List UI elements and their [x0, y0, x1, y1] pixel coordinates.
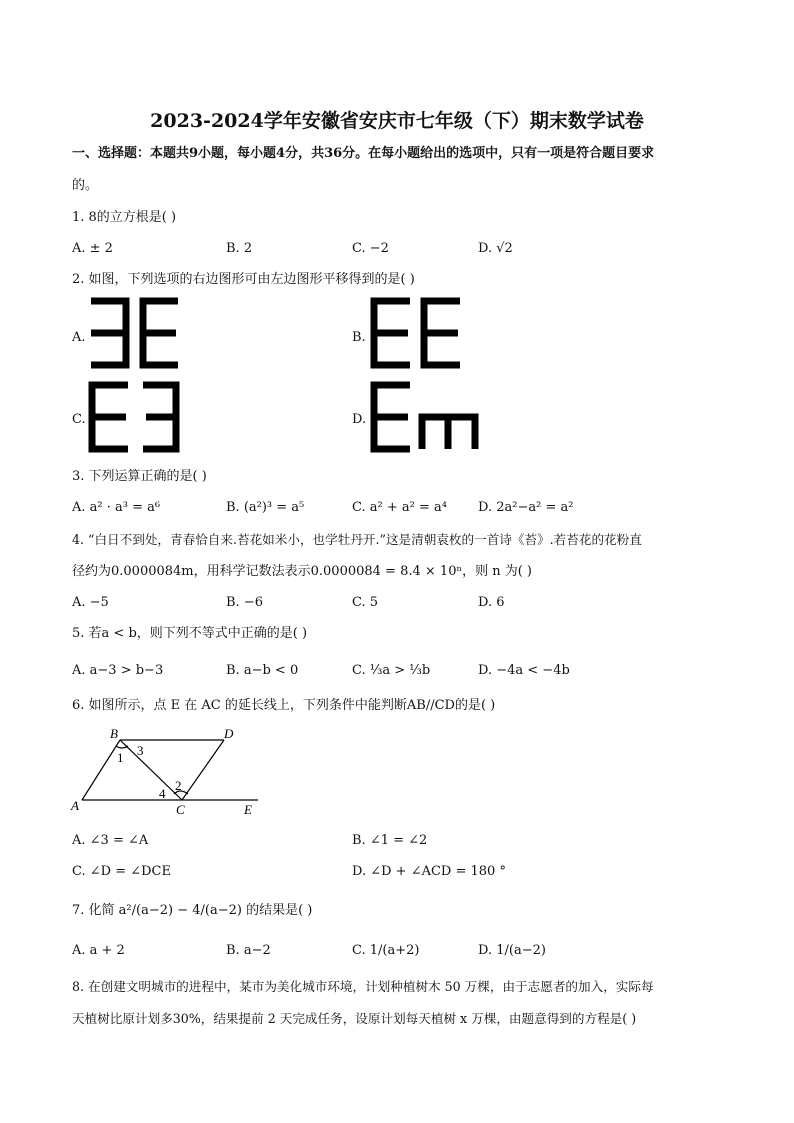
question-4-line1: 4. “白日不到处，青春恰自来.苔花如米小，也学牡丹开.”这是清朝袁枚的一首诗《苔》.若苔花的花粉直: [72, 532, 642, 547]
q5-option-a: A. a−3 > b−3: [72, 663, 164, 678]
question-1-stem: 1. 8的立方根是( ): [72, 210, 177, 225]
question-2-stem: 2. 如图，下列选项的右边图形可由左边图形平移得到的是( ): [72, 272, 415, 287]
q4-option-b: B. −6: [226, 595, 263, 610]
question-3-stem: 3. 下列运算正确的是( ): [72, 469, 207, 484]
q6-label-1: 1: [117, 750, 124, 765]
q7-option-a: A. a + 2: [72, 943, 125, 958]
q2-figure-d: [368, 381, 482, 453]
q1-option-b: B. 2: [226, 241, 253, 256]
q1-option-c: C. −2: [352, 241, 389, 256]
q6-geometry-figure: [68, 724, 268, 820]
q6-label-D: D: [224, 726, 234, 741]
q3-option-d: D. 2a²−a² = a²: [478, 500, 574, 515]
q5-option-c: C. ⅓a > ⅓b: [352, 663, 431, 678]
q6-label-4: 4: [159, 786, 166, 801]
question-4-line2: 径约为0.0000084m，用科学记数法表示0.0000084 = 8.4 × 10ⁿ，则 n 为( ): [72, 564, 532, 579]
q6-label-2: 2: [175, 778, 182, 793]
q2-option-c: C.: [72, 412, 86, 427]
q6-label-A: A: [71, 798, 79, 813]
question-5-stem: 5. 若a < b，则下列不等式中正确的是( ): [72, 626, 308, 641]
question-6-stem: 6. 如图所示，点 E 在 AC 的延长线上，下列条件中能判断AB//CD的是( ): [72, 698, 496, 713]
q7-option-d: D. 1/(a−2): [478, 943, 546, 958]
section-heading-line2: 的。: [72, 178, 99, 193]
q5-option-d: D. −4a < −4b: [478, 663, 570, 678]
q6-option-b: B. ∠1 = ∠2: [352, 833, 428, 848]
section-heading-line1: 一、选择题：本题共9小题，每小题4分，共36分。在每小题给出的选项中，只有一项是符合题目要求: [72, 146, 655, 161]
question-7-stem: 7. 化简 a²/(a−2) − 4/(a−2) 的结果是( ): [72, 903, 313, 918]
q7-option-b: B. a−2: [226, 943, 271, 958]
q6-label-E: E: [244, 802, 252, 817]
q6-label-C: C: [176, 802, 185, 817]
q6-label-B: B: [110, 726, 118, 741]
q2-figure-a: [88, 297, 184, 369]
q4-option-d: D. 6: [478, 595, 505, 610]
q6-label-3: 3: [137, 743, 144, 758]
q2-figure-c: [88, 381, 184, 453]
q6-option-c: C. ∠D = ∠DCE: [72, 864, 171, 879]
question-8-line1: 8. 在创建文明城市的进程中，某市为美化城市环境，计划种植树木 50 万棵，由于志愿者的加入，实际每: [72, 979, 654, 994]
q4-option-c: C. 5: [352, 595, 379, 610]
q2-option-d: D.: [352, 412, 367, 427]
q2-figure-b: [368, 297, 464, 369]
q2-option-a: A.: [72, 330, 86, 345]
question-8-line2: 天植树比原计划多30%，结果提前 2 天完成任务，设原计划每天植树 x 万棵，由题意得到的方程是( ): [72, 1011, 637, 1026]
q3-option-b: B. (a²)³ = a⁵: [226, 500, 305, 515]
q6-option-d: D. ∠D + ∠ACD = 180 °: [352, 864, 506, 879]
q5-option-b: B. a−b < 0: [226, 663, 299, 678]
q4-option-a: A. −5: [72, 595, 109, 610]
q6-option-a: A. ∠3 = ∠A: [72, 833, 149, 848]
q1-option-d: D. √2: [478, 241, 513, 256]
q1-option-a: A. ± 2: [72, 241, 113, 256]
q2-option-b: B.: [352, 330, 366, 345]
q3-option-c: C. a² + a² = a⁴: [352, 500, 447, 515]
q7-option-c: C. 1/(a+2): [352, 943, 420, 958]
q3-option-a: A. a² · a³ = a⁶: [72, 500, 161, 515]
page-title: 2023-2024学年安徽省安庆市七年级（下）期末数学试卷: [150, 110, 644, 132]
